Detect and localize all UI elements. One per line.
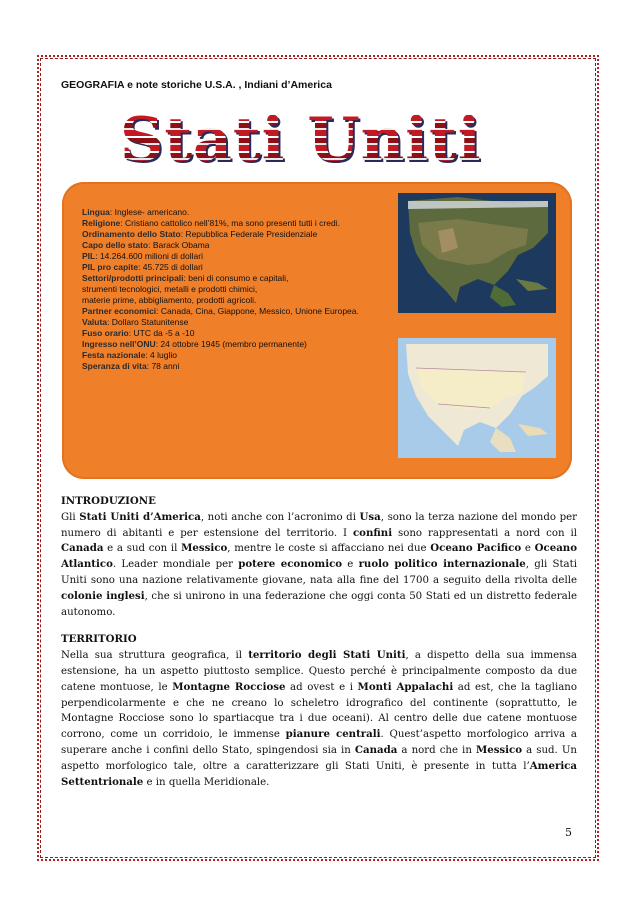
bold-term: pianure centrali [285, 728, 381, 741]
text-segment: , a dispetto della sua immensa estensione, ha un aspetto piuttosto semplice. Questo perché è principalmente composto da due catene montuose, le [61, 650, 578, 693]
bold-term: Usa [359, 510, 381, 523]
fact-value: : beni di consumo e capitali, [183, 273, 289, 283]
text-segment: e [521, 543, 535, 555]
fact-value: : Cristiano cattolico nell’81%, ma sono presenti tutti i credi. [120, 218, 340, 228]
fact-value: : Barack Obama [148, 240, 210, 250]
fact-value: : Dollaro Statunitense [107, 317, 189, 327]
fact-value: : 14.264.600 milioni di dollari [95, 251, 203, 261]
fact-value: : 45.725 di dollari [138, 262, 203, 272]
fact-row [82, 240, 359, 251]
fact-label: Religione [82, 218, 121, 228]
bold-term: Messico [475, 743, 523, 756]
text-segment: Nella sua struttura geografica, il [61, 650, 249, 662]
intro-heading: INTRODUZIONE [61, 495, 156, 507]
fact-label: Capo dello stato [82, 240, 149, 250]
bold-term: Stati Uniti d’America [79, 510, 201, 523]
fact-row [82, 229, 359, 240]
intro-paragraph [61, 510, 577, 621]
fact-label: Settori/prodotti principali [82, 273, 184, 283]
text-segment: e in quella Meridionale. [143, 776, 270, 788]
page-number: 5 [565, 826, 572, 839]
fact-label: Valuta [82, 317, 108, 327]
title-banner [120, 100, 520, 180]
fact-label: Fuso orario [82, 328, 129, 338]
bold-term: ruolo politico internazionale [358, 558, 526, 571]
fact-label: Ordinamento dello Stato [82, 229, 181, 239]
fact-value: : Canada, Cina, Giappone, Messico, Unione Europea. [156, 306, 359, 316]
bold-term: Oceano Atlantico [61, 542, 578, 571]
text-segment: . Quest’aspetto morfologico arriva a superare anche i confini dello Stato, spingendosi sia in [61, 729, 577, 756]
text-segment: ad ovest e i [285, 681, 358, 693]
text-segment: ad est, che la tagliano perpendicolarmente e che ne creano lo scheletro idrografico del continente (soprattutto, le Montagne Rocciose sono lo spartiacque tra i due oceani). Al centro delle due catene montuose corrono, come un corridoio, le immense [61, 681, 577, 741]
bold-term: Oceano Pacifico [430, 542, 522, 555]
bold-term: potere economico [238, 558, 343, 571]
territorio-heading: TERRITORIO [61, 633, 137, 646]
bold-term: Messico [181, 542, 228, 555]
fact-value: : 4 luglio [145, 350, 177, 360]
fact-label: Ingresso nell’ONU [82, 339, 156, 349]
fact-row [82, 350, 359, 361]
fact-row [82, 284, 359, 295]
fact-row [82, 317, 359, 328]
fact-label: PIL [82, 251, 96, 261]
fact-row [82, 218, 359, 229]
text-segment: , mentre le coste si affacciano nei due [227, 543, 431, 555]
fact-row [82, 273, 359, 284]
bold-term: Montagne Rocciose [172, 680, 286, 693]
fact-value: materie prime, abbigliamento, prodotti agricoli. [82, 295, 257, 305]
bold-term: colonie inglesi [61, 589, 145, 602]
fact-row [82, 306, 359, 317]
bold-term: territorio degli Stati Uniti [248, 649, 406, 662]
satellite-map-graphic [398, 193, 556, 313]
political-map-graphic [398, 338, 556, 458]
bold-term: Canada [354, 743, 398, 756]
fact-row [82, 262, 359, 273]
fact-value: : Inglese- americano. [109, 207, 190, 217]
fact-value: : Repubblica Federale Presidenziale [180, 229, 318, 239]
page-title: Stati Uniti [120, 100, 520, 180]
fact-label: Partner economici [82, 306, 157, 316]
bold-term: Monti Appalachi [357, 680, 454, 693]
fact-row [82, 361, 359, 372]
fact-value: : UTC da -5 a -10 [128, 328, 195, 338]
text-segment: Gli [61, 511, 80, 523]
fact-value: strumenti tecnologici, metalli e prodotti chimici, [82, 284, 258, 294]
political-map-image [398, 338, 556, 458]
bold-term: confini [352, 526, 393, 539]
fact-row [82, 328, 359, 339]
text-segment: e a sud con il [103, 543, 182, 555]
text-segment: , gli Stati Uniti sono una nazione relativamente giovane, nata alla fine del 1700 a seguito della rivolta delle [61, 559, 577, 586]
text-segment: , che si unirono in una federazione che oggi conta 50 Stati ed un distretto federale autonomo. [61, 590, 577, 618]
territorio-paragraph [61, 648, 577, 790]
main-text [61, 494, 577, 790]
text-segment: e [342, 559, 359, 571]
text-segment: sono rappresentati a nord con il [392, 527, 577, 539]
page-header: GEOGRAFIA e note storiche U.S.A. , Indiani d’America [61, 79, 332, 91]
fact-row [82, 251, 359, 262]
satellite-map-image [398, 193, 556, 313]
text-segment: a nord che in [397, 744, 476, 756]
fact-value: : 24 ottobre 1945 (membro permanente) [155, 339, 307, 349]
fact-label: Speranza di vita [82, 361, 147, 371]
text-segment: , noti anche con l’acronimo di [200, 511, 360, 523]
bold-term: Canada [61, 542, 104, 555]
bold-term: America Settentrionale [61, 759, 577, 788]
fact-row [82, 339, 359, 350]
text-segment: , sono la terza nazione del mondo per numero di abitanti e per estensione del territorio. I [61, 511, 578, 539]
country-facts-list [82, 207, 359, 372]
text-segment: . Leader mondiale per [112, 559, 239, 571]
fact-value: : 78 anni [146, 361, 180, 371]
fact-row [82, 207, 359, 218]
text-segment: a sud. Un aspetto morfologico tale, oltre a caratterizzare gli Stati Uniti, è presente in tutta l’ [61, 744, 577, 772]
fact-label: Festa nazionale [82, 350, 146, 360]
fact-row [82, 295, 359, 306]
fact-label: Lingua [82, 207, 110, 217]
fact-label: PIL pro capite [82, 262, 139, 272]
